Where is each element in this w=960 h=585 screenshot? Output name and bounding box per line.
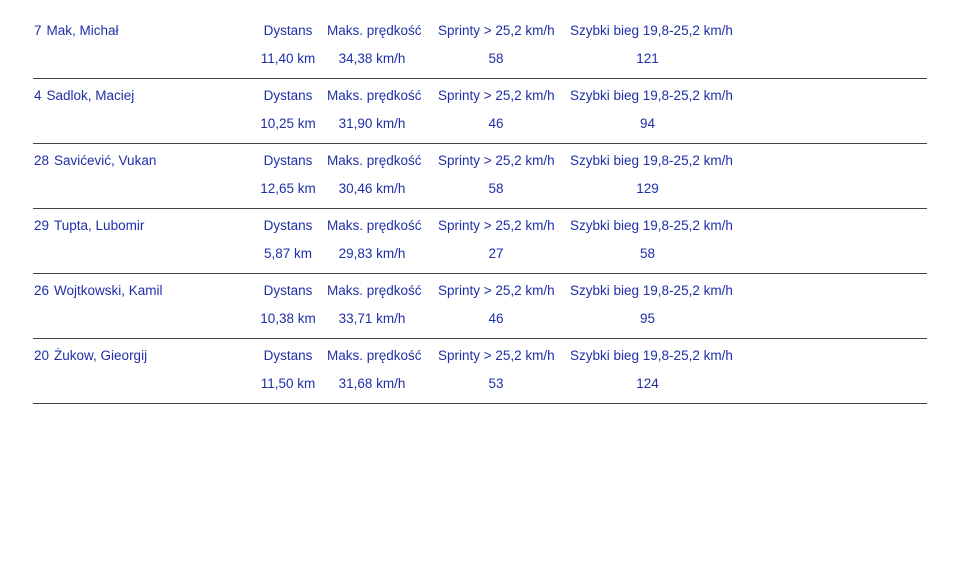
sprints-value: 46 xyxy=(488,116,504,131)
sprints-label: Sprinty > 25,2 km/h xyxy=(438,23,555,38)
max-speed-label: Maks. prędkość xyxy=(327,348,422,363)
player-name-cell xyxy=(34,217,144,235)
distance-label: Dystans xyxy=(263,153,313,168)
player-name: Wojtkowski, Kamil xyxy=(54,283,163,298)
sprints-value: 27 xyxy=(488,246,504,261)
player-name-cell xyxy=(34,152,156,170)
fast-run-value: 121 xyxy=(636,51,659,66)
player-row xyxy=(33,14,927,79)
max-speed-label: Maks. prędkość xyxy=(327,88,422,103)
distance-value: 11,40 km xyxy=(260,51,316,66)
distance-value: 11,50 km xyxy=(260,376,316,391)
distance-label: Dystans xyxy=(263,348,313,363)
fast-run-value: 124 xyxy=(636,376,659,391)
player-number: 29 xyxy=(34,218,50,233)
sprints-value: 46 xyxy=(488,311,504,326)
max-speed-label: Maks. prędkość xyxy=(327,218,422,233)
max-speed-value: 31,68 km/h xyxy=(338,376,406,391)
player-row xyxy=(33,339,927,404)
sprints-value: 58 xyxy=(488,181,504,196)
player-row xyxy=(33,144,927,209)
player-name: Sadlok, Maciej xyxy=(46,88,135,103)
fast-run-label: Szybki bieg 19,8-25,2 km/h xyxy=(570,153,733,168)
player-number: 20 xyxy=(34,348,50,363)
player-name-cell xyxy=(34,282,163,300)
max-speed-label: Maks. prędkość xyxy=(327,153,422,168)
player-name-cell xyxy=(34,87,134,105)
player-name: Żukow, Gieorgij xyxy=(54,348,148,363)
player-name-cell xyxy=(34,347,147,365)
fast-run-label: Szybki bieg 19,8-25,2 km/h xyxy=(570,218,733,233)
max-speed-label: Maks. prędkość xyxy=(327,23,422,38)
distance-label: Dystans xyxy=(263,283,313,298)
fast-run-label: Szybki bieg 19,8-25,2 km/h xyxy=(570,348,733,363)
max-speed-label: Maks. prędkość xyxy=(327,283,422,298)
max-speed-value: 31,90 km/h xyxy=(338,116,406,131)
fast-run-label: Szybki bieg 19,8-25,2 km/h xyxy=(570,23,733,38)
max-speed-value: 34,38 km/h xyxy=(338,51,406,66)
player-name: Tupta, Lubomir xyxy=(54,218,145,233)
distance-value: 10,38 km xyxy=(260,311,316,326)
distance-label: Dystans xyxy=(263,218,313,233)
sprints-label: Sprinty > 25,2 km/h xyxy=(438,88,555,103)
player-row xyxy=(33,274,927,339)
player-name-cell xyxy=(34,22,119,40)
player-name: Mak, Michał xyxy=(46,23,119,38)
distance-value: 12,65 km xyxy=(260,181,316,196)
fast-run-value: 94 xyxy=(639,116,656,131)
player-number: 7 xyxy=(34,23,42,38)
distance-label: Dystans xyxy=(263,88,313,103)
player-name: Savićević, Vukan xyxy=(54,153,157,168)
fast-run-label: Szybki bieg 19,8-25,2 km/h xyxy=(570,88,733,103)
player-number: 26 xyxy=(34,283,50,298)
max-speed-value: 30,46 km/h xyxy=(338,181,406,196)
max-speed-value: 29,83 km/h xyxy=(338,246,406,261)
player-row xyxy=(33,209,927,274)
sprints-label: Sprinty > 25,2 km/h xyxy=(438,348,555,363)
sprints-value: 53 xyxy=(488,376,504,391)
sprints-label: Sprinty > 25,2 km/h xyxy=(438,153,555,168)
sprints-label: Sprinty > 25,2 km/h xyxy=(438,218,555,233)
fast-run-value: 129 xyxy=(636,181,659,196)
distance-value: 10,25 km xyxy=(260,116,316,131)
fast-run-value: 95 xyxy=(639,311,656,326)
distance-value: 5,87 km xyxy=(263,246,313,261)
sprints-value: 58 xyxy=(488,51,504,66)
fast-run-value: 58 xyxy=(639,246,656,261)
sprints-label: Sprinty > 25,2 km/h xyxy=(438,283,555,298)
player-number: 4 xyxy=(34,88,42,103)
player-number: 28 xyxy=(34,153,50,168)
distance-label: Dystans xyxy=(263,23,313,38)
max-speed-value: 33,71 km/h xyxy=(338,311,406,326)
player-row xyxy=(33,79,927,144)
fast-run-label: Szybki bieg 19,8-25,2 km/h xyxy=(570,283,733,298)
player-stats-list xyxy=(33,14,927,404)
